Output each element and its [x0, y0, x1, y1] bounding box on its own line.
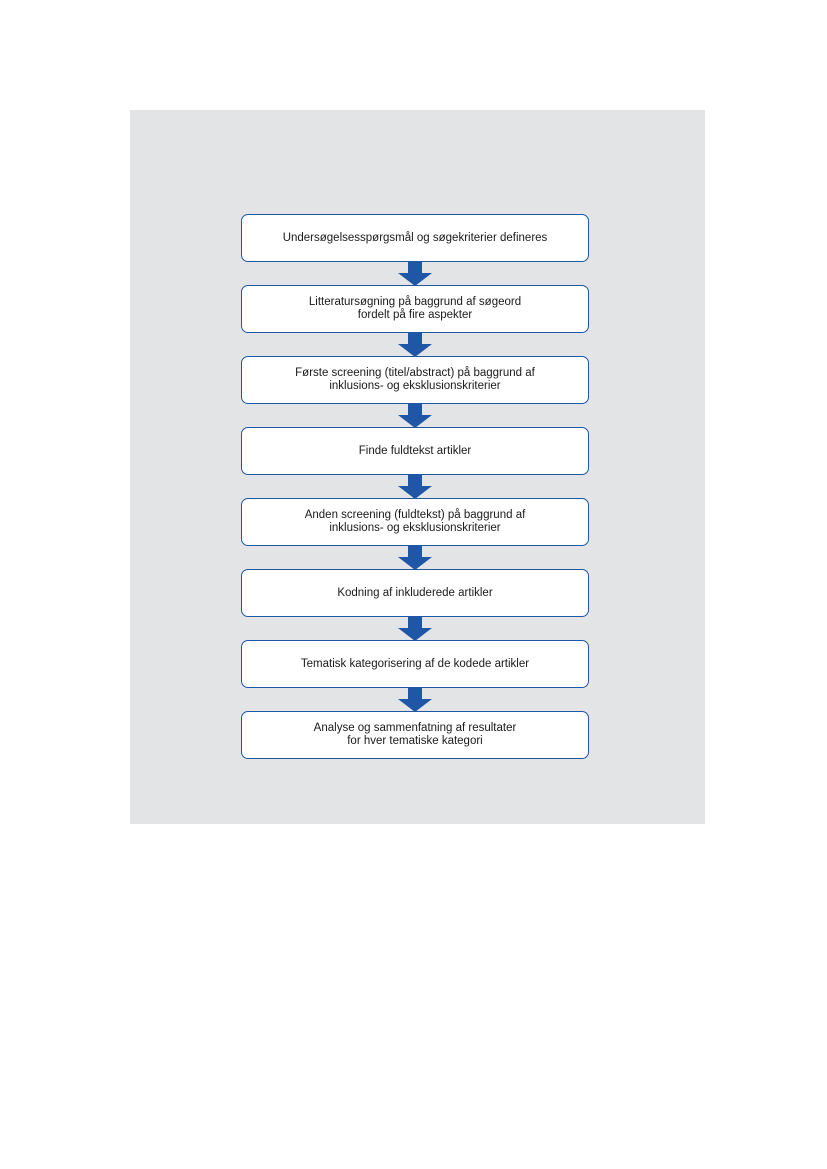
step-3-box	[241, 356, 589, 404]
arrow-down-icon	[398, 545, 432, 570]
step-2-box	[241, 285, 589, 333]
arrow-down-icon	[398, 616, 432, 641]
connector-3-4	[241, 404, 589, 427]
step-8-box	[241, 711, 589, 759]
step-1-label: Undersøgelsesspørgsmål og søgekriterier defineres	[282, 231, 548, 244]
connector-4-5	[241, 475, 589, 498]
step-7-box	[241, 640, 589, 688]
arrow-down-icon	[398, 332, 432, 357]
connector-7-8	[241, 688, 589, 711]
arrow-down-icon	[398, 474, 432, 499]
connector-6-7	[241, 617, 589, 640]
step-5-label: Anden screening (fuldtekst) på baggrund af inklusions- og eksklusionskriterier	[304, 509, 526, 534]
step-4-label: Finde fuldtekst artikler	[358, 444, 472, 457]
connector-2-3	[241, 333, 589, 356]
step-8-label: Analyse og sammenfatning af resultater for hver tematiske kategori	[313, 722, 517, 747]
step-1-box	[241, 214, 589, 262]
arrow-down-icon	[398, 403, 432, 428]
step-4-box	[241, 427, 589, 475]
connector-1-2	[241, 262, 589, 285]
flowchart	[241, 214, 589, 759]
arrow-down-icon	[398, 261, 432, 286]
step-5-box	[241, 498, 589, 546]
step-6-label: Kodning af inkluderede artikler	[337, 586, 493, 599]
arrow-down-icon	[398, 687, 432, 712]
step-6-box	[241, 569, 589, 617]
step-3-label: Første screening (titel/abstract) på baggrund af inklusions- og eksklusionskriterier	[295, 367, 535, 392]
step-2-label: Litteratursøgning på baggrund af søgeord fordelt på fire aspekter	[308, 296, 522, 321]
connector-5-6	[241, 546, 589, 569]
step-7-label: Tematisk kategorisering af de kodede artikler	[300, 657, 530, 670]
